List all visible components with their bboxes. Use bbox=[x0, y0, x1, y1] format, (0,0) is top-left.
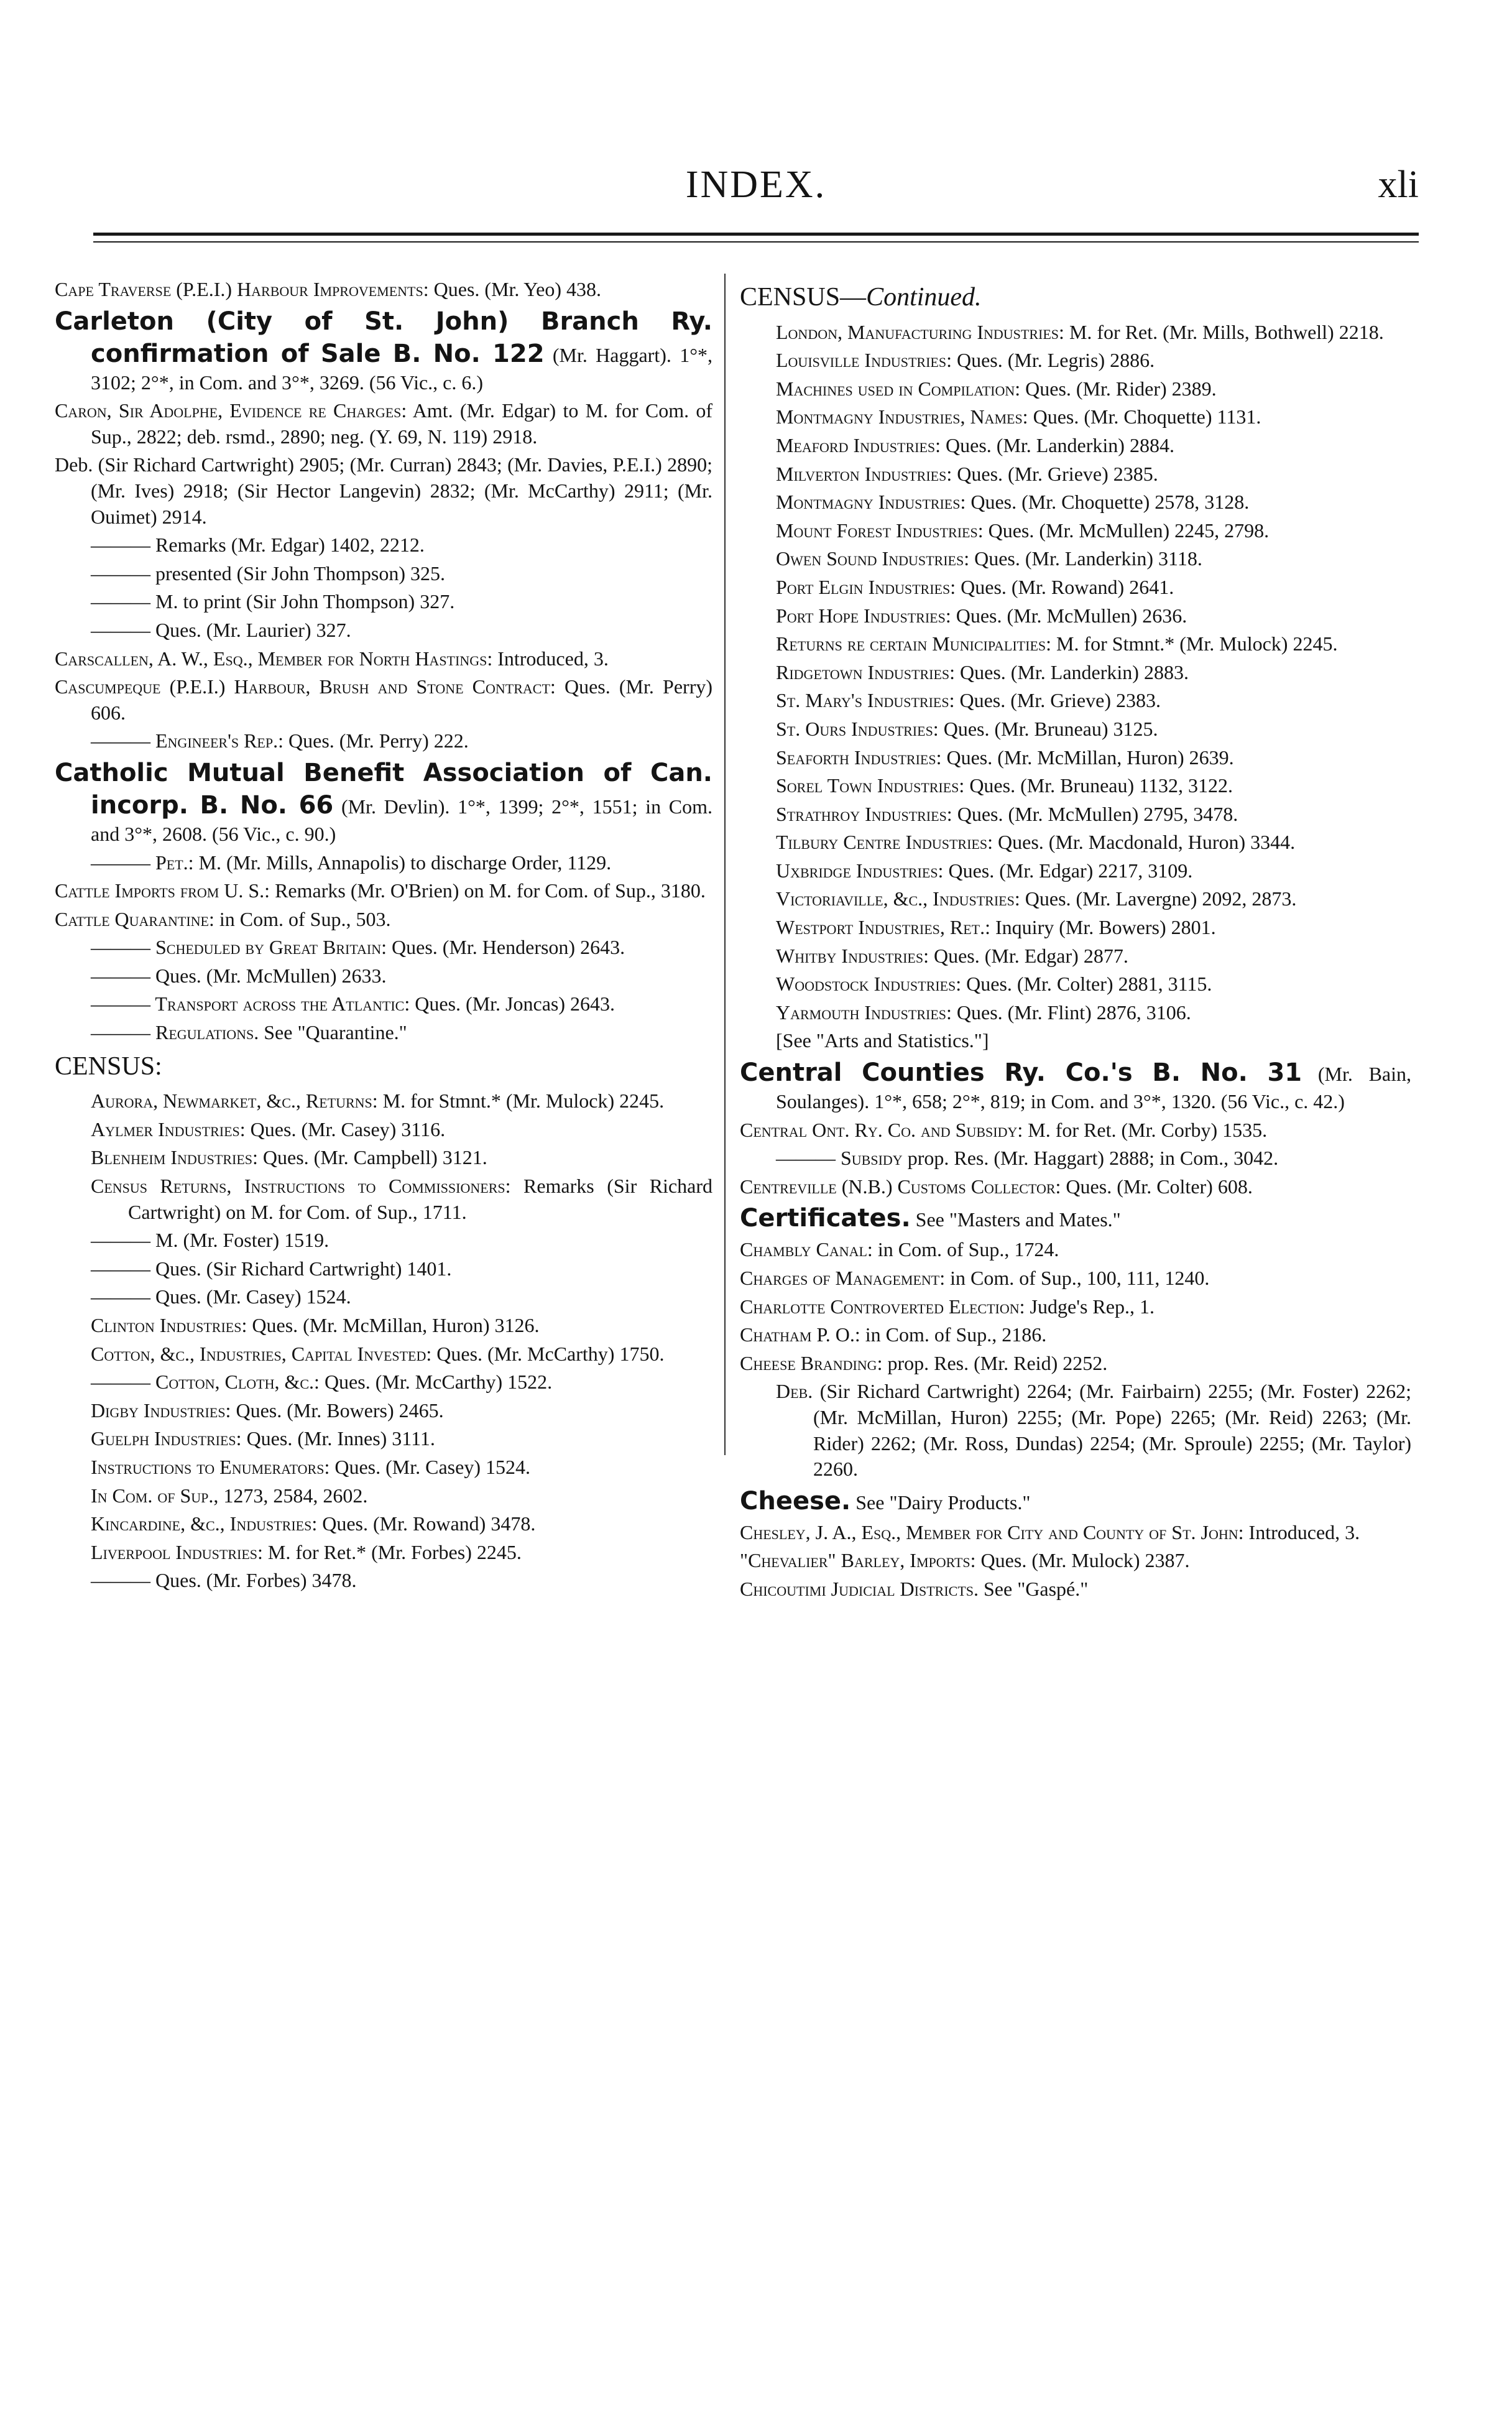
index-entry bbox=[740, 943, 1411, 969]
index-entry-text: in Com. of Sup., 1724. bbox=[872, 1238, 1059, 1261]
index-entry bbox=[55, 452, 712, 530]
index-entry-heading: Central Ont. Ry. Co. and Subsidy: bbox=[740, 1118, 1023, 1141]
index-entry-heading: Westport Industries, Ret.: bbox=[776, 916, 991, 939]
index-entry bbox=[55, 674, 712, 726]
index-entry bbox=[740, 1174, 1411, 1200]
index-entry-text: M. for Ret.* (Mr. Forbes) 2245. bbox=[262, 1540, 522, 1563]
index-entry-text: See "Dairy Products." bbox=[850, 1491, 1031, 1514]
index-entry bbox=[740, 773, 1411, 799]
index-entry bbox=[740, 1520, 1411, 1546]
index-entry-heading: Caron, Sir Adolphe, Evidence re Charges: bbox=[55, 399, 407, 422]
index-entry-heading: ——— bbox=[91, 1229, 155, 1252]
index-entry-heading: Centreville (N.B.) Customs Collector: bbox=[740, 1175, 1061, 1198]
index-entry-text: in Com. of Sup., 100, 111, 1240. bbox=[945, 1267, 1210, 1289]
index-entry-heading: Machines used in Compilation: bbox=[776, 377, 1021, 400]
index-entry-text: Judge's Rep., 1. bbox=[1025, 1295, 1155, 1318]
index-entry bbox=[55, 646, 712, 672]
index-entry-text: Ques. (Mr. McMullen) 2795, 3478. bbox=[952, 802, 1238, 825]
index-entry-text: Ques. (Mr. Macdonald, Huron) 3344. bbox=[993, 831, 1296, 854]
index-entry-text: See "Gaspé." bbox=[979, 1577, 1089, 1600]
index-entry-heading: Uxbridge Industries: bbox=[776, 859, 944, 882]
index-entry-heading: ——— bbox=[91, 618, 155, 641]
index-entry-heading: Port Hope Industries: bbox=[776, 604, 951, 627]
index-entry-heading: Yarmouth Industries: bbox=[776, 1001, 952, 1024]
page-title: INDEX. bbox=[685, 164, 827, 206]
index-entry-text: Ques. (Sir Richard Cartwright) 1401. bbox=[155, 1257, 452, 1280]
index-entry-heading: Returns re certain Municipalities: bbox=[776, 632, 1052, 655]
index-entry bbox=[55, 1228, 712, 1254]
index-entry-heading: Carleton (City of St. John) Branch Ry. confirmation of Sale B. No. 122 bbox=[55, 307, 712, 368]
index-entry bbox=[740, 1351, 1411, 1377]
index-entry bbox=[55, 1511, 712, 1537]
index-entry bbox=[740, 1000, 1411, 1026]
index-entry-heading: Census Returns, Instructions to Commissioners: bbox=[91, 1175, 511, 1198]
index-entry-heading: Deb. bbox=[776, 1380, 813, 1403]
index-entry-text: Ques. (Mr. Innes) 3111. bbox=[241, 1427, 435, 1450]
index-entry bbox=[55, 1540, 712, 1566]
index-entry-heading: CENSUS— bbox=[740, 283, 867, 312]
index-entry-text: Ques. (Mr. Laurier) 327. bbox=[155, 618, 351, 641]
index-entry bbox=[55, 991, 712, 1017]
index-entry-heading: Meaford Industries: bbox=[776, 433, 941, 456]
index-entry-heading: Milverton Industries: bbox=[776, 462, 952, 485]
index-entry-heading: Chicoutimi Judicial Districts. bbox=[740, 1577, 979, 1600]
index-entry-heading: Owen Sound Industries: bbox=[776, 547, 970, 570]
index-entry-text: See "Quarantine." bbox=[259, 1021, 407, 1044]
index-entry-text: Ques. (Mr. Yeo) 438. bbox=[428, 278, 601, 300]
index-entry bbox=[740, 1379, 1411, 1482]
index-entry-heading: Ridgetown Industries: bbox=[776, 660, 956, 683]
index-entry bbox=[740, 489, 1411, 516]
index-entry-heading: Liverpool Industries: bbox=[91, 1540, 263, 1563]
index-entry-text: prop. Res. (Mr. Haggart) 2888; in Com., 3042. bbox=[902, 1147, 1279, 1170]
index-entry bbox=[55, 935, 712, 961]
index-entry-text: Ques. (Mr. Choquette) 1131. bbox=[1028, 405, 1261, 428]
index-entry-text: Inquiry (Mr. Bowers) 2801. bbox=[990, 916, 1216, 939]
index-entry bbox=[740, 1145, 1411, 1172]
header-rule-thick bbox=[93, 233, 1419, 236]
index-entry bbox=[740, 348, 1411, 374]
index-entry bbox=[55, 1256, 712, 1282]
index-entry-text: Ques. (Mr. Rowand) 3478. bbox=[317, 1512, 536, 1535]
index-entry-heading: Kincardine, &c., Industries: bbox=[91, 1512, 318, 1535]
index-entry-text: M. for Ret. (Mr. Mills, Bothwell) 2218. bbox=[1064, 320, 1384, 343]
index-entry bbox=[55, 1145, 712, 1171]
index-entry bbox=[740, 830, 1411, 856]
index-entry bbox=[740, 886, 1411, 912]
index-entry-text: Ques. (Mr. McMullen) 2636. bbox=[951, 604, 1187, 627]
index-entry-text: M. (Mr. Foster) 1519. bbox=[155, 1229, 330, 1252]
index-entry bbox=[55, 878, 712, 904]
index-entry-text: (Sir Richard Cartwright) 2264; (Mr. Fairbairn) 2255; (Mr. Foster) 2262; (Mr. McMillan, Huron) 2255; (Mr. Pope) 2265; (Mr. Reid) 2263; (Mr. Rider) 2262; (Mr. Ross, Dundas) 2254; (Mr. Sproule) 2255; (Mr. Taylor) 2260. bbox=[813, 1380, 1411, 1481]
index-entry-text: Ques. (Mr. McMullen) 2245, 2798. bbox=[983, 519, 1270, 542]
index-entry bbox=[55, 850, 712, 876]
index-entry-heading: ——— bbox=[91, 590, 155, 613]
index-entry bbox=[740, 1485, 1411, 1517]
index-entry-heading: ——— Engineer's Rep.: bbox=[91, 729, 284, 752]
index-entry-text: Introduced, 3. bbox=[492, 647, 609, 670]
index-entry-text: M. to print (Sir John Thompson) 327. bbox=[155, 590, 455, 613]
index-entry-heading: London, Manufacturing Industries: bbox=[776, 320, 1064, 343]
index-entry-text: Ques. (Mr. Lavergne) 2092, 2873. bbox=[1020, 887, 1297, 910]
index-entry-heading: Woodstock Industries: bbox=[776, 973, 962, 996]
index-entry-heading: CENSUS: bbox=[55, 1052, 162, 1081]
index-entry bbox=[740, 376, 1411, 402]
index-entry-text: Ques. (Mr. Bruneau) 3125. bbox=[938, 717, 1158, 740]
index-entry-heading: Cape Traverse (P.E.I.) Harbour Improvements: bbox=[55, 278, 429, 300]
page-number: xli bbox=[1378, 164, 1419, 206]
index-entry-text: Remarks (Sir Richard Cartwright) on M. for Com. of Sup., 1711. bbox=[128, 1175, 713, 1223]
index-entry-heading: ——— Regulations. bbox=[91, 1021, 259, 1044]
index-entry-text: M. for Ret. (Mr. Corby) 1535. bbox=[1023, 1118, 1268, 1141]
index-entry-heading: Montmagny Industries, Names: bbox=[776, 405, 1028, 428]
index-entry bbox=[740, 716, 1411, 742]
index-entry-text: See "Masters and Mates." bbox=[910, 1208, 1121, 1231]
index-entry bbox=[740, 802, 1411, 828]
index-entry bbox=[740, 546, 1411, 572]
index-entry-heading: Clinton Industries: bbox=[91, 1314, 247, 1336]
index-entry-text: Ques. (Mr. Flint) 2876, 3106. bbox=[951, 1001, 1191, 1024]
index-entry bbox=[55, 398, 712, 450]
index-entry bbox=[740, 631, 1411, 657]
index-entry-text: Ques. (Mr. Casey) 1524. bbox=[155, 1285, 351, 1308]
index-entry bbox=[55, 1483, 712, 1509]
index-entry-heading: Cheese Branding: bbox=[740, 1351, 883, 1374]
index-entry bbox=[740, 603, 1411, 629]
index-entry-text: Ques. (Mr. Casey) 3116. bbox=[245, 1117, 446, 1140]
index-entry-heading: Strathroy Industries: bbox=[776, 802, 952, 825]
index-entry-text: Ques. (Mr. Forbes) 3478. bbox=[155, 1569, 357, 1592]
index-entry-heading: Charlotte Controverted Election: bbox=[740, 1295, 1025, 1318]
index-entry bbox=[55, 1398, 712, 1424]
index-entry-heading: Cascumpeque (P.E.I.) Harbour, Brush and Stone Contract: bbox=[55, 675, 556, 698]
index-entry-heading: ——— Subsidy bbox=[776, 1147, 903, 1170]
index-entry bbox=[55, 907, 712, 933]
index-entry-text: in Com. of Sup., 2186. bbox=[860, 1323, 1047, 1346]
index-entry bbox=[55, 963, 712, 989]
index-entry-text: Ques. (Mr. Landerkin) 2883. bbox=[955, 660, 1189, 683]
index-entry-text: Ques. (Mr. Bruneau) 1132, 3122. bbox=[964, 774, 1233, 797]
index-entry-heading: Certificates. bbox=[740, 1204, 911, 1233]
index-entry-text: Deb. (Sir Richard Cartwright) 2905; (Mr. Curran) 2843; (Mr. Davies, P.E.I.) 2890; (Mr. Ives) 2918; (Sir Hector Langevin) 2832; (Mr. McCarthy) 2911; (Mr. Ouimet) 2914. bbox=[55, 453, 712, 528]
index-entry-text: Ques. (Mr. Mulock) 2387. bbox=[975, 1549, 1190, 1572]
index-entry-heading: Aylmer Industries: bbox=[91, 1117, 246, 1140]
index-entry-heading: Cattle Quarantine: bbox=[55, 907, 214, 930]
index-entry-heading: Central Counties Ry. Co.'s B. No. 31 bbox=[740, 1058, 1302, 1088]
index-entry bbox=[55, 589, 712, 615]
index-entry bbox=[55, 1088, 712, 1114]
index-entry bbox=[740, 1294, 1411, 1320]
index-entry-text: in Com. of Sup., 503. bbox=[214, 907, 391, 930]
index-entry-text: Ques. (Mr. Campbell) 3121. bbox=[257, 1146, 487, 1169]
index-entry bbox=[740, 971, 1411, 997]
index-entry-text: Ques. (Mr. McMillan, Huron) 2639. bbox=[941, 746, 1234, 769]
index-entry bbox=[740, 915, 1411, 941]
index-entry-text: Ques. (Mr. Grieve) 2383. bbox=[954, 689, 1161, 712]
index-entry-text: Ques. (Mr. Landerkin) 3118. bbox=[969, 547, 1202, 570]
index-entry-heading: Montmagny Industries: bbox=[776, 491, 966, 514]
index-entry-text: (Mr. Bain, Soulanges). 1°*, 658; 2°*, 819; in Com. and 3°*, 1320. (56 Vic., c. 42.) bbox=[776, 1063, 1411, 1113]
index-entry-text: Amt. (Mr. Edgar) to M. for Com. of Sup., 2822; deb. rsmd., 2890; neg. (Y. 69, N. 119) 2918. bbox=[91, 399, 712, 448]
index-entry-heading: Digby Industries: bbox=[91, 1399, 231, 1422]
index-entry-heading: Cotton, &c., Industries, Capital Invested: bbox=[91, 1342, 432, 1365]
index-entry-text: Continued. bbox=[866, 283, 982, 312]
index-column-right bbox=[740, 277, 1411, 1605]
index-entry bbox=[740, 688, 1411, 714]
index-entry-text: Ques. (Mr. Casey) 1524. bbox=[330, 1455, 530, 1478]
index-entry bbox=[55, 728, 712, 754]
index-entry bbox=[55, 277, 712, 303]
index-entry-text: [See "Arts and Statistics."] bbox=[776, 1029, 989, 1052]
index-entry bbox=[740, 1322, 1411, 1348]
index-entry-heading: Sorel Town Industries: bbox=[776, 774, 965, 797]
index-entry-text: presented (Sir John Thompson) 325. bbox=[155, 562, 446, 585]
index-entry bbox=[55, 1020, 712, 1046]
index-entry-text: 1273, 2584, 2602. bbox=[218, 1484, 368, 1507]
index-entry-text: Ques. (Mr. Rider) 2389. bbox=[1020, 377, 1217, 400]
index-entry-text: Ques. (Mr. Joncas) 2643. bbox=[410, 992, 615, 1015]
index-entry bbox=[740, 1117, 1411, 1144]
index-entry-text: Ques. (Mr. Henderson) 2643. bbox=[387, 936, 625, 959]
index-entry bbox=[55, 618, 712, 644]
index-column-left bbox=[55, 277, 712, 1596]
index-entry-text: M. for Stmnt.* (Mr. Mulock) 2245. bbox=[377, 1089, 665, 1113]
index-entry bbox=[740, 433, 1411, 459]
index-entry-text: M. for Stmnt.* (Mr. Mulock) 2245. bbox=[1051, 632, 1338, 655]
index-entry-text: Ques. (Mr. Grieve) 2385. bbox=[952, 462, 1158, 485]
index-entry bbox=[740, 745, 1411, 771]
index-entry-text: Ques. (Mr. Rowand) 2641. bbox=[956, 575, 1174, 598]
index-entry-text: (Mr. Devlin). 1°*, 1399; 2°*, 1551; in Com. and 3°*, 2608. (56 Vic., c. 90.) bbox=[91, 795, 712, 845]
index-entry-text: (Mr. Haggart). 1°*, 3102; 2°*, in Com. and 3°*, 3269. (56 Vic., c. 6.) bbox=[91, 343, 712, 394]
index-entry bbox=[55, 1568, 712, 1594]
index-entry-heading: ——— bbox=[91, 1285, 155, 1308]
index-entry-heading: Seaforth Industries: bbox=[776, 746, 942, 769]
index-entry-text: Ques. (Mr. Legris) 2886. bbox=[951, 349, 1155, 372]
index-entry-heading: Blenheim Industries: bbox=[91, 1146, 258, 1169]
index-entry-text: Ques. (Mr. Perry) 222. bbox=[284, 729, 469, 752]
index-entry-text: Ques. (Mr. Colter) 608. bbox=[1061, 1175, 1253, 1198]
index-entry bbox=[55, 1426, 712, 1452]
index-entry-heading: Charges of Management: bbox=[740, 1267, 946, 1289]
index-entry-text: Ques. (Mr. McCarthy) 1750. bbox=[431, 1342, 665, 1365]
index-entry bbox=[740, 660, 1411, 686]
index-entry-text: Ques. (Mr. McMullen) 2633. bbox=[155, 964, 387, 987]
index-entry-heading: ——— bbox=[91, 1257, 155, 1280]
index-entry-heading: Aurora, Newmarket, &c., Returns: bbox=[91, 1089, 378, 1113]
header-rule-thin bbox=[93, 241, 1419, 243]
index-entry bbox=[55, 1173, 712, 1225]
index-entry-text: Ques. (Mr. Colter) 2881, 3115. bbox=[961, 973, 1212, 996]
index-entry-heading: Cheese. bbox=[740, 1486, 851, 1515]
index-entry-heading: ——— bbox=[91, 562, 155, 585]
index-entry-text: Ques. (Mr. Perry) 606. bbox=[91, 675, 713, 724]
index-entry-heading: Carscallen, A. W., Esq., Member for North Hastings: bbox=[55, 647, 493, 670]
index-entry-text: Ques. (Mr. McMillan, Huron) 3126. bbox=[247, 1314, 540, 1336]
index-entry bbox=[55, 1313, 712, 1339]
index-entry-heading: Chatham P. O.: bbox=[740, 1323, 860, 1346]
index-entry-heading: In Com. of Sup., bbox=[91, 1484, 219, 1507]
index-entry-text: Ques. (Mr. Edgar) 2217, 3109. bbox=[943, 859, 1193, 882]
index-entry-heading: Instructions to Enumerators: bbox=[91, 1455, 330, 1478]
index-entry-heading: Chesley, J. A., Esq., Member for City and County of St. John: bbox=[740, 1520, 1244, 1543]
index-entry bbox=[740, 518, 1411, 544]
index-entry bbox=[55, 561, 712, 587]
column-divider bbox=[724, 274, 726, 1455]
index-entry bbox=[740, 858, 1411, 884]
index-entry-text: Ques. (Mr. Landerkin) 2884. bbox=[941, 433, 1174, 456]
index-entry-text: Introduced, 3. bbox=[1243, 1520, 1360, 1543]
index-entry-heading: Cattle Imports from U. S.: bbox=[55, 879, 270, 902]
index-entry-heading: ——— Pet.: bbox=[91, 851, 194, 874]
index-entry bbox=[740, 280, 1411, 315]
index-entry-text: Ques. (Mr. Edgar) 2877. bbox=[928, 944, 1128, 967]
index-entry bbox=[740, 1576, 1411, 1603]
index-entry-heading: ——— Transport across the Atlantic: bbox=[91, 992, 410, 1015]
index-entry-heading: Guelph Industries: bbox=[91, 1427, 242, 1450]
index-entry-heading: St. Ours Industries: bbox=[776, 717, 939, 740]
index-entry-heading: Mount Forest Industries: bbox=[776, 519, 984, 542]
index-entry bbox=[740, 320, 1411, 346]
index-entry-heading: ——— Scheduled by Great Britain: bbox=[91, 936, 387, 959]
index-entry-heading: ——— bbox=[91, 964, 155, 987]
index-entry bbox=[55, 1341, 712, 1367]
index-entry-text: Remarks (Mr. Edgar) 1402, 2212. bbox=[155, 534, 425, 557]
index-entry-text: Remarks (Mr. O'Brien) on M. for Com. of Sup., 3180. bbox=[270, 879, 706, 902]
index-entry-heading: ——— bbox=[91, 1569, 155, 1592]
index-entry bbox=[55, 1050, 712, 1084]
index-entry bbox=[740, 1548, 1411, 1574]
index-entry-heading: "Chevalier" Barley, Imports: bbox=[740, 1549, 976, 1572]
index-entry-text: Ques. (Mr. McCarthy) 1522. bbox=[319, 1371, 553, 1394]
index-entry bbox=[740, 1028, 1411, 1054]
index-entry bbox=[55, 532, 712, 558]
index-entry-heading: Victoriaville, &c., Industries: bbox=[776, 887, 1020, 910]
index-entry-text: Ques. (Mr. Choquette) 2578, 3128. bbox=[966, 491, 1250, 514]
index-entry bbox=[55, 1455, 712, 1481]
index-entry bbox=[55, 1117, 712, 1143]
index-entry-heading: ——— bbox=[91, 534, 155, 557]
index-entry-heading: Louisville Industries: bbox=[776, 349, 952, 372]
index-entry-heading: Tilbury Centre Industries: bbox=[776, 831, 993, 854]
index-entry-text: prop. Res. (Mr. Reid) 2252. bbox=[882, 1351, 1108, 1374]
index-entry bbox=[55, 305, 712, 396]
index-entry bbox=[740, 1265, 1411, 1292]
index-entry-heading: Chambly Canal: bbox=[740, 1238, 873, 1261]
index-entry bbox=[740, 575, 1411, 601]
index-entry-heading: Whitby Industries: bbox=[776, 944, 929, 967]
index-entry bbox=[740, 1057, 1411, 1115]
index-entry bbox=[55, 1369, 712, 1395]
index-entry bbox=[740, 1237, 1411, 1263]
index-entry-heading: Catholic Mutual Benefit Association of Can. incorp. B. No. 66 bbox=[55, 758, 712, 820]
index-entry bbox=[740, 461, 1411, 488]
index-entry bbox=[55, 757, 712, 848]
index-entry bbox=[740, 404, 1411, 430]
index-entry-text: M. (Mr. Mills, Annapolis) to discharge Order, 1129. bbox=[193, 851, 612, 874]
index-entry-heading: Port Elgin Industries: bbox=[776, 575, 956, 598]
index-entry-heading: St. Mary's Industries: bbox=[776, 689, 955, 712]
index-entry-heading: ——— Cotton, Cloth, &c.: bbox=[91, 1371, 320, 1394]
index-entry bbox=[55, 1284, 712, 1310]
index-entry bbox=[740, 1202, 1411, 1234]
index-entry-text: Ques. (Mr. Bowers) 2465. bbox=[231, 1399, 444, 1422]
